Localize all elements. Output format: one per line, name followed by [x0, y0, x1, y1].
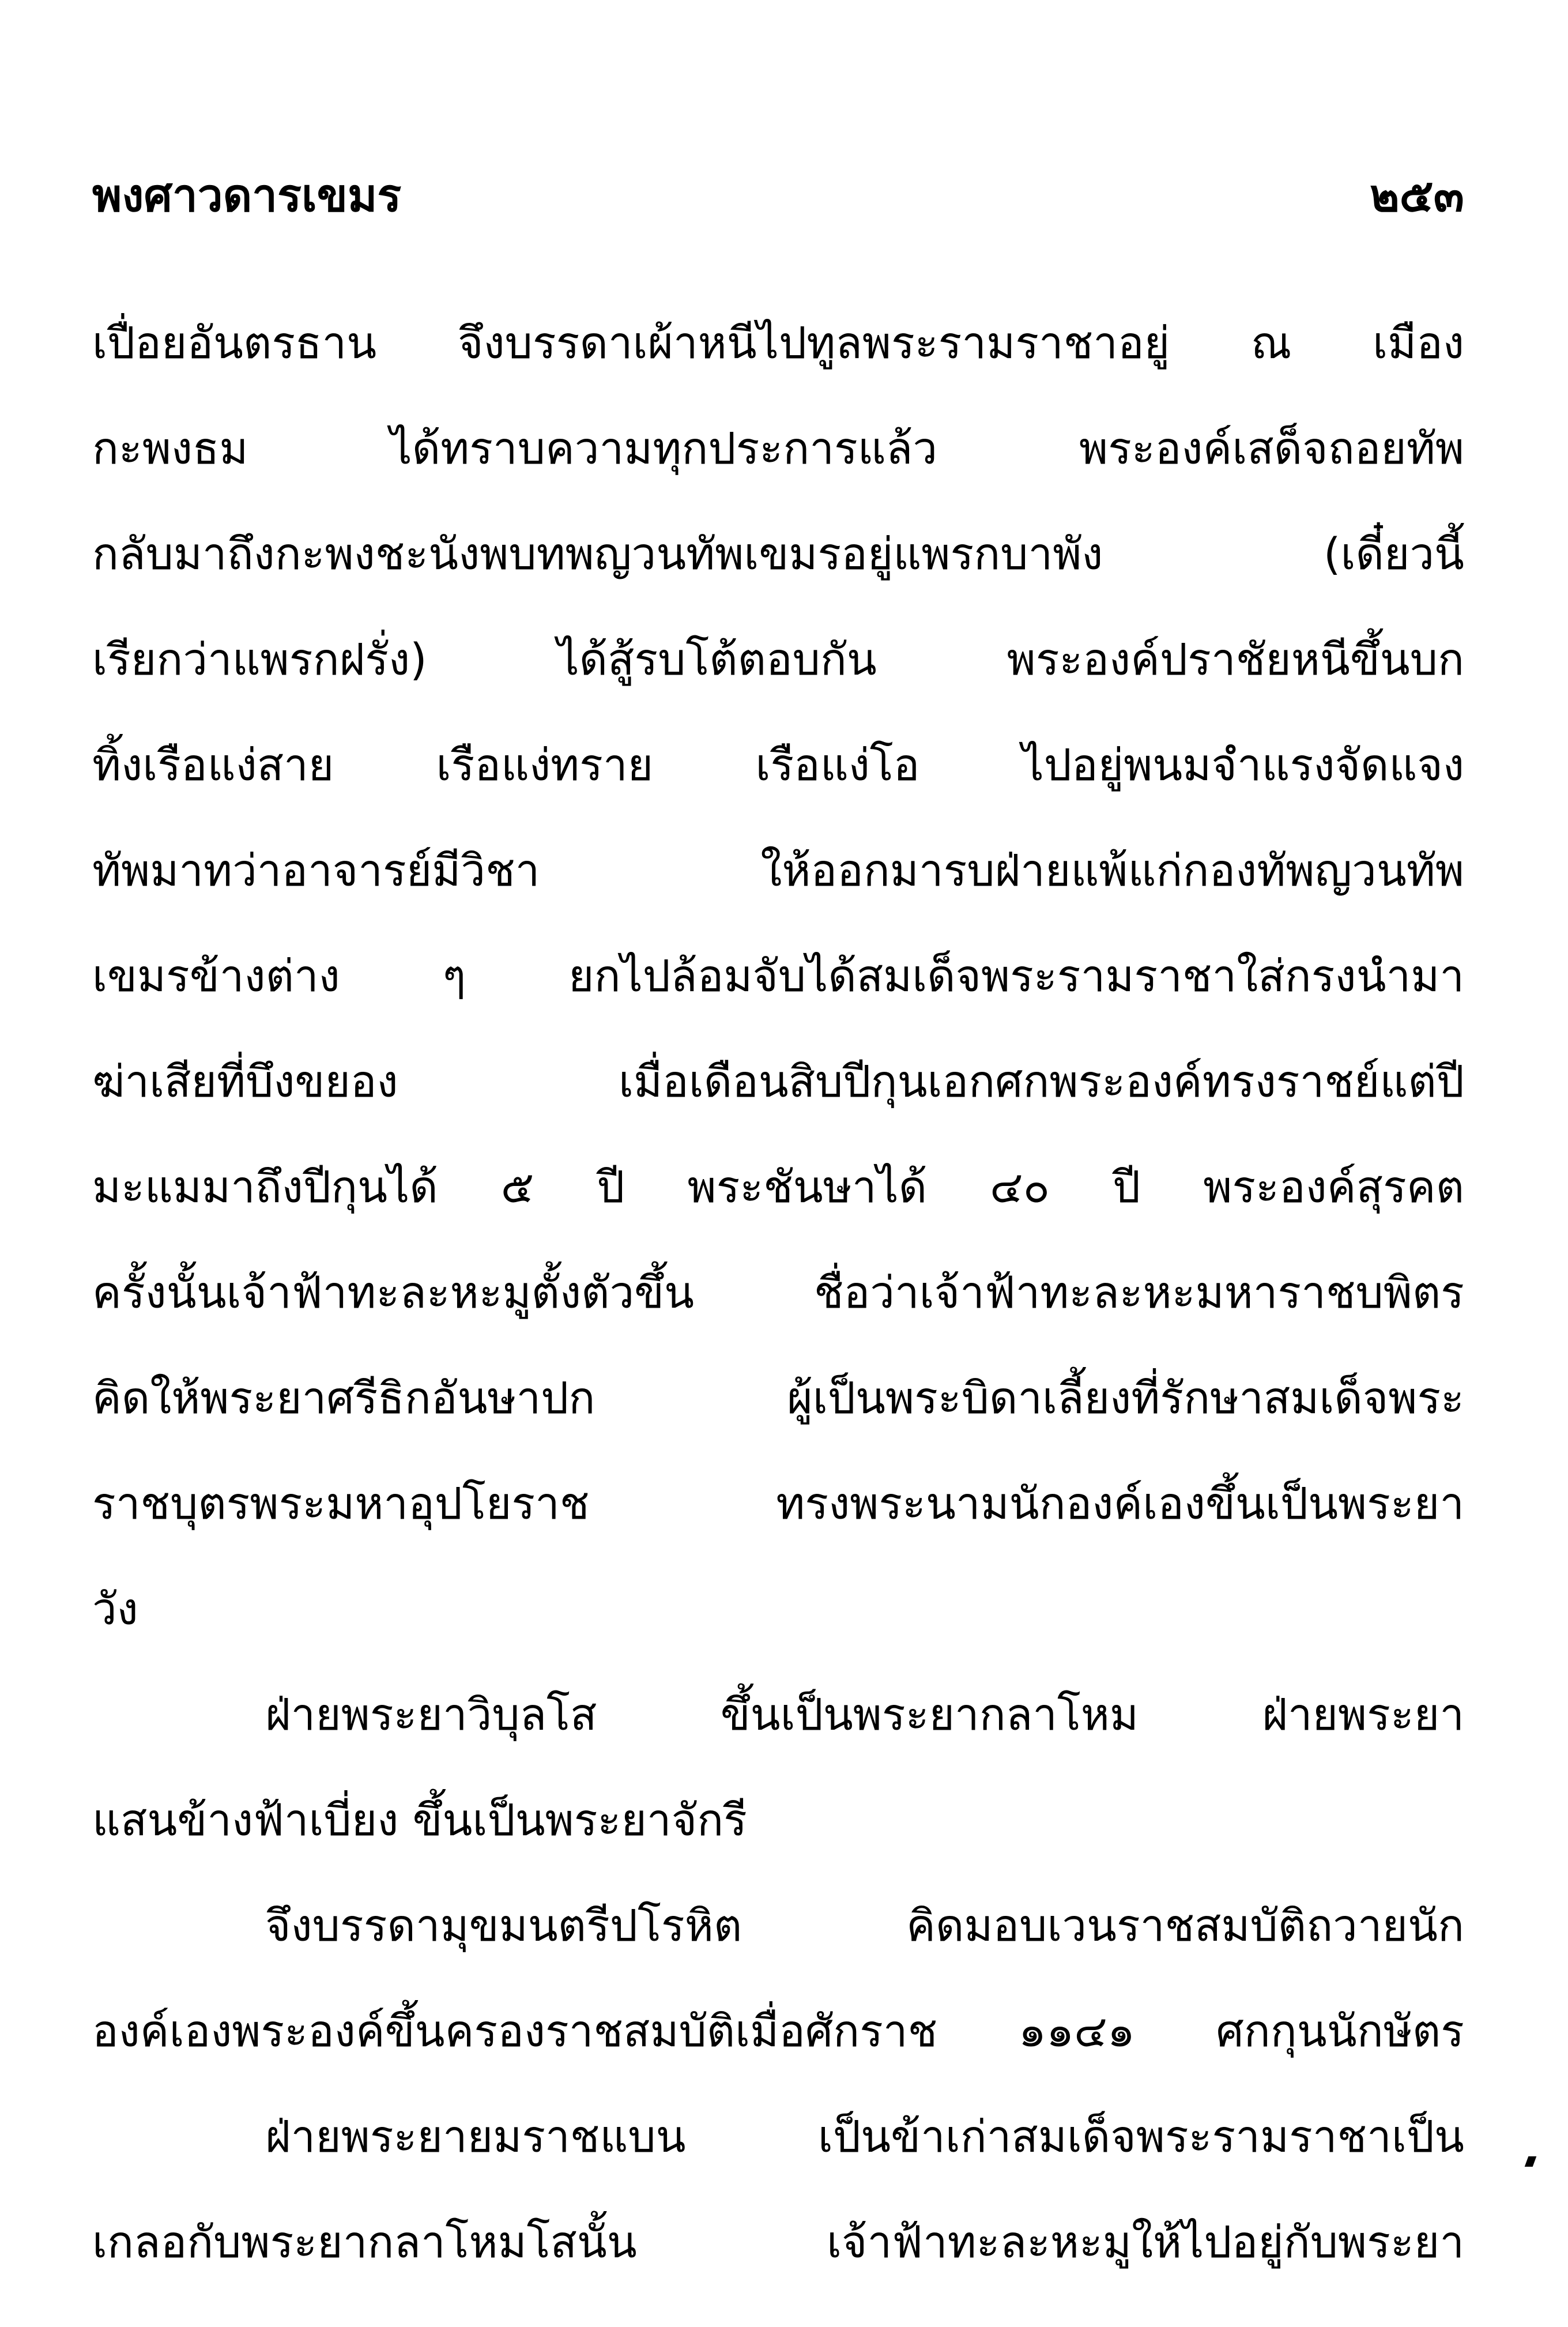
text-line: เกลอกับพระยากลาโหมโสนั้น เจ้าฟ้าทะละหะมูให้ไปอยู่กับพระยา [92, 2216, 1464, 2268]
text-line: เรียกว่าแพรกฝรั่ง) ได้สู้รบโต้ตอบกัน พระองค์ปราชัยหนีขึ้นบก [92, 634, 1464, 685]
scan-edge-mark [1525, 2156, 1537, 2167]
text-line: เปื่อยอันตรธาน จึงบรรดาเผ้าหนีไปทูลพระรามราชาอยู่ ณ เมือง [92, 317, 1464, 368]
text-line: ทิ้งเรือแง่สาย เรือแง่ทราย เรือแง่โอ ไปอยู่พนมจำแรงจัดแจง [92, 739, 1464, 790]
text-line: แสนข้างฟ้าเบี่ยง ขึ้นเป็นพระยาจักรี [92, 1794, 747, 1846]
text-line: กลับมาถึงกะพงชะนังพบทพญวนทัพเขมรอยู่แพรกบาพัง (เดี๋ยวนี้ [92, 528, 1464, 579]
text-line: ทัพมาทว่าอาจารย์มีวิชา ให้ออกมารบฝ่ายแพ้แก่กองทัพญวนทัพ [92, 845, 1464, 896]
text-line: คิดให้พระยาศรีธิกอันษาปก ผู้เป็นพระบิดาเลี้ยงที่รักษาสมเด็จพระ [92, 1372, 1464, 1424]
paragraph-first-line: จึงบรรดามุขมนตรีปโรหิต คิดมอบเวนราชสมบัติถวายนัก [265, 1900, 1464, 1951]
page-header [92, 164, 1464, 228]
text-line: กะพงธม ได้ทราบความทุกประการแล้ว พระองค์เสด็จถอยทัพ [92, 423, 1464, 474]
text-line: ฆ่าเสียที่บึงขยอง เมื่อเดือนสิบปีกุนเอกศกพระองค์ทรงราชย์แต่ปี [92, 1056, 1464, 1107]
text-line: องค์เองพระองค์ขึ้นครองราชสมบัติเมื่อศักราช ๑๑๔๑ ศกกุนนักษัตร [92, 2005, 1464, 2057]
page-number: ๒๕๓ [1370, 170, 1464, 222]
text-line: ราชบุตรพระมหาอุปโยราช ทรงพระนามนักองค์เองขึ้นเป็นพระยา [92, 1478, 1464, 1529]
text-line: ครั้งนั้นเจ้าฟ้าทะละหะมูตั้งตัวขึ้น ชื่อว่าเจ้าฟ้าทะละหะมหาราชบพิตร [92, 1267, 1464, 1318]
running-title: พงศาวดารเขมร [92, 170, 402, 222]
text-line: วัง [92, 1583, 138, 1635]
paragraph-first-line: ฝ่ายพระยาวิบุลโส ขึ้นเป็นพระยากลาโหม ฝ่ายพระยา [265, 1689, 1464, 1740]
text-line: เขมรข้างต่าง ๆ ยกไปล้อมจับได้สมเด็จพระรามราชาใส่กรงนำมา [92, 950, 1464, 1001]
paragraph-first-line: ฝ่ายพระยายมราชแบน เป็นข้าเก่าสมเด็จพระรามราชาเป็น [265, 2111, 1464, 2162]
text-line: มะแมมาถึงปีกุนได้ ๕ ปี พระชันษาได้ ๔๐ ปี พระองค์สุรคต [92, 1161, 1464, 1213]
